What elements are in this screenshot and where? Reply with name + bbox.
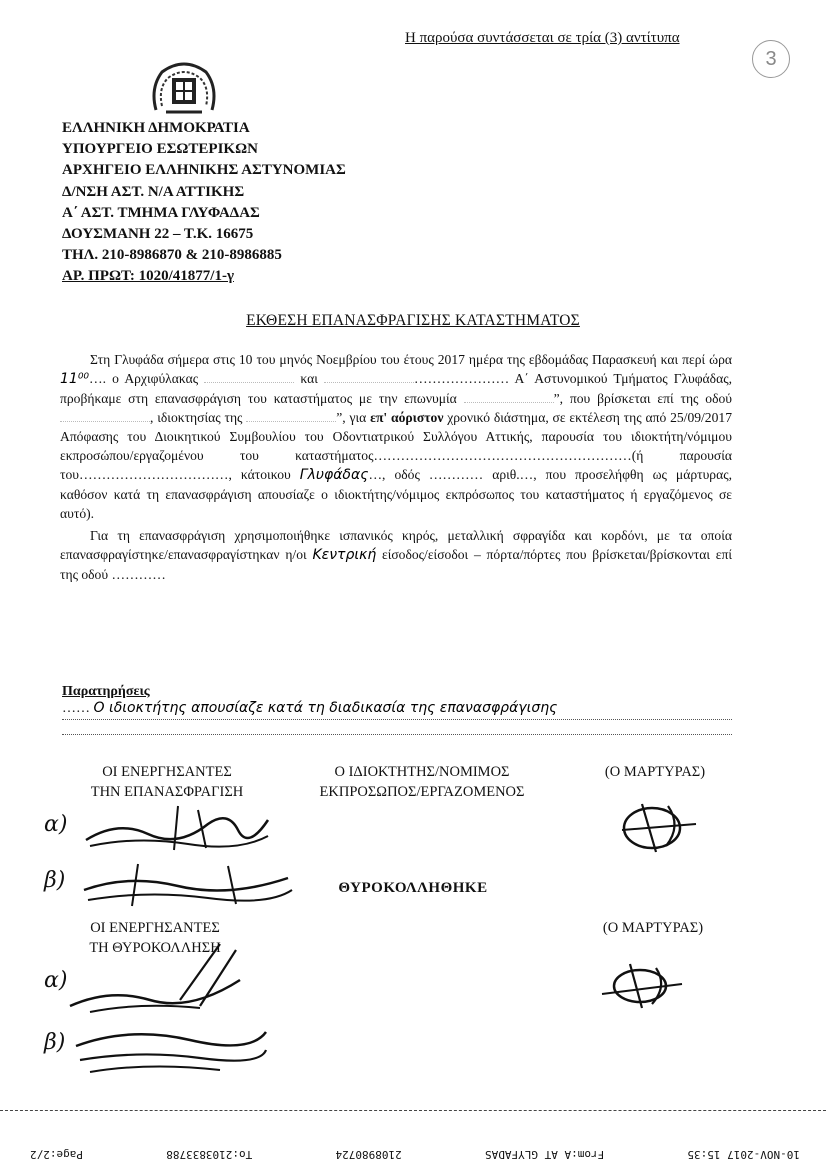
authority-header [62, 118, 346, 288]
text-run: είσοδος/είσοδοι – πόρτα/πόρτες που βρίσκεται/βρίσκονται επί της οδού ………… [60, 547, 732, 582]
handwritten-hour: 11⁰⁰ [60, 371, 90, 387]
handwritten-city: Γλυφάδας [299, 467, 369, 483]
sealed-title: ΘΥΡΟΚΟΛΛΗΘΗΚΕ [338, 880, 488, 896]
page-number-circle: 3 [752, 40, 790, 78]
header-line: ΥΠΟΥΡΓΕΙΟ ΕΣΩΤΕΡΙΚΩΝ [62, 141, 258, 158]
signatory-label-a2: α) [44, 968, 68, 993]
signature-resealer-a [78, 800, 278, 856]
signatory-label-a: α) [44, 812, 68, 837]
text-run: …, οδός ………… αριθ.…, που προσελήφθη ως μάρτυρας, καθόσον κατά τη επανασφράγιση απουσίαζε ο ιδιοκτήτης/νόμιμος εκπρόσωπος του καταστήματος ή εργαζόμενος σε αυτό). [60, 467, 732, 521]
heading-line: ΕΚΠΡΟΣΩΠΟΣ/ΕΡΓΑΖΟΜΕΝΟΣ [319, 784, 525, 800]
text-run: …. ο Αρχιφύλακας [89, 371, 205, 386]
redacted-field [324, 382, 414, 383]
text-run: , ιδιοκτησίας της [150, 410, 247, 425]
fax-from: From:A AT GLYFADAS [484, 1148, 605, 1161]
redacted-field [464, 402, 554, 403]
header-line: ΑΡΧΗΓΕΙΟ ΕΛΛΗΝΙΚΗΣ ΑΣΤΥΝΟΜΙΑΣ [62, 162, 346, 179]
text-run: ”, για [336, 410, 371, 425]
heading-line: ΟΙ ΕΝΕΡΓΗΣΑΝΤΕΣ [90, 920, 220, 936]
paragraph-seal-materials [60, 526, 732, 584]
fax-page: Page:2/2 [30, 1148, 83, 1161]
text-run: ………………… Α΄ Αστυνομικού Τμήματος Γλυφάδας, προβήκαμε στη επανασφράγιση του καταστήματος με την επωνυμία [60, 371, 732, 406]
copies-note: Η παρούσα συντάσσεται σε τρία (3) αντίτυπα [405, 30, 680, 46]
observations-field [62, 700, 732, 720]
fax-datetime: 10-NOV-2017 15:35 [687, 1148, 800, 1161]
text-run: Στη Γλυφάδα σήμερα στις 10 του μηνός Νοεμβρίου του έτους 2017 ημέρα της εβδομάδας Παρασκευή και περί ώρα [90, 352, 732, 367]
paragraph-main [60, 350, 732, 523]
signatory-label-b2: β) [44, 1030, 66, 1055]
signature-sealer-a [60, 940, 250, 1020]
handwritten-entrance: Κεντρική [312, 547, 377, 563]
witness-heading-2: (Ο ΜΑΡΤΥΡΑΣ) [602, 920, 704, 936]
redacted-field [60, 421, 150, 422]
signature-witness [612, 796, 702, 856]
text-run: και [294, 371, 324, 386]
document-title: ΕΚΘΕΣΗ ΕΠΑΝΑΣΦΡΑΓΙΣΗΣ ΚΑΤΑΣΤΗΜΑΤΟΣ [246, 312, 580, 329]
signature-witness-2 [596, 960, 686, 1010]
header-line: ΤΗΛ. 210-8986870 & 210-8986885 [62, 247, 282, 264]
redacted-field [246, 421, 336, 422]
signature-sealer-b [70, 1016, 270, 1080]
observations-label: Παρατηρήσεις [62, 684, 150, 699]
fax-to: To:2103833788 [166, 1148, 253, 1161]
owner-heading [292, 762, 552, 802]
witness-heading: (Ο ΜΑΡΤΥΡΑΣ) [604, 764, 706, 780]
protocol-number: ΑΡ. ΠΡΩΤ: 1020/41877/1-γ [62, 268, 234, 285]
coat-of-arms-icon [146, 58, 222, 118]
text-run: ”, που βρίσκεται επί της οδού [553, 391, 733, 406]
text-run: χρονικό διάστημα, σε εκτέλεση της από 25/09/2017 Απόφασης του Διοικητικού Συμβουλίου του Οδοντιατρικού Συλλόγου Αττικής, παρουσία του ιδιοκτήτη/νόμιμου εκπροσώπου/εργαζομένου του καταστήματος…………………………………………………(ή παρουσία του……………………………, κάτοικου [60, 410, 732, 482]
header-line: ΕΛΛΗΝΙΚΗ ΔΗΜΟΚΡΑΤΙΑ [62, 120, 250, 136]
heading-line: ΤΗ ΘΥΡΟΚΟΛΛΗΣΗ [89, 940, 221, 956]
handwritten-observation: Ο ιδιοκτήτης απουσίαζε κατά τη διαδικασία της επανασφράγισης [93, 700, 558, 716]
footer-divider [0, 1110, 826, 1111]
report-body [60, 350, 732, 584]
resealers-heading [62, 762, 272, 802]
redacted-field [204, 382, 294, 383]
heading-line: Ο ΙΔΙΟΚΤΗΤΗΣ/ΝΟΜΙΜΟΣ [334, 764, 510, 780]
fax-transmission-footer [30, 1148, 800, 1161]
fax-from-number: 2108980724 [335, 1148, 402, 1161]
header-line: Δ/ΝΣΗ ΑΣΤ. Ν/Α ΑΤΤΙΚΗΣ [62, 183, 245, 200]
heading-line: ΤΗΝ ΕΠΑΝΑΣΦΡΑΓΙΣΗ [90, 784, 244, 800]
text-run: Για τη επανασφράγιση χρησιμοποιήθηκε ισπανικός κηρός, μεταλλική σφραγίδα και κορδόνι, με τα οποία επανασφραγίστηκε/επανασφραγίστηκαν η/οι [60, 528, 732, 562]
bold-text: επ' αόριστον [370, 410, 444, 425]
signatory-label-b: β) [44, 868, 66, 893]
text-run: …… [62, 701, 94, 716]
heading-line: ΟΙ ΕΝΕΡΓΗΣΑΝΤΕΣ [102, 764, 232, 780]
observations-blank-line [62, 732, 732, 735]
header-line: ΔΟΥΣΜΑΝΗ 22 – Τ.Κ. 16675 [62, 226, 254, 243]
header-line: Α΄ ΑΣΤ. ΤΜΗΜΑ ΓΛΥΦΑΔΑΣ [62, 204, 260, 221]
